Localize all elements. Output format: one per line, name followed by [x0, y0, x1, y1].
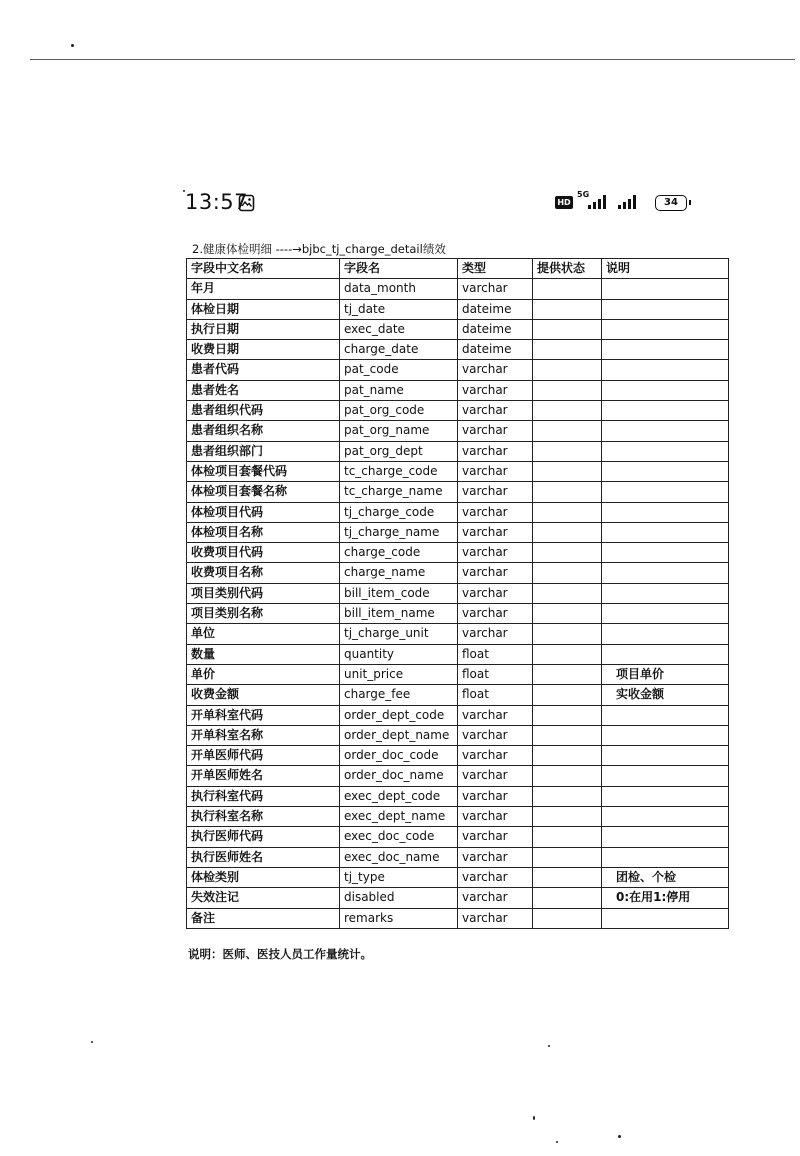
- cell-chinese-name: 患者姓名: [187, 380, 340, 400]
- cell-chinese-name: 体检日期: [187, 299, 340, 319]
- table-row: [187, 340, 729, 360]
- table-row: [187, 583, 729, 603]
- cell-chinese-name: 患者组织部门: [187, 441, 340, 461]
- cell-type: varchar: [458, 786, 533, 806]
- cell-type: varchar: [458, 502, 533, 522]
- cell-field-name: unit_price: [340, 664, 458, 684]
- table-row: [187, 401, 729, 421]
- cell-type: varchar: [458, 563, 533, 583]
- table-row: [187, 888, 729, 908]
- cell-note: 实收金额: [602, 685, 729, 705]
- cell-field-name: tc_charge_name: [340, 482, 458, 502]
- table-row: [187, 502, 729, 522]
- cell-status: [533, 705, 602, 725]
- table-row: [187, 807, 729, 827]
- cell-chinese-name: 单价: [187, 664, 340, 684]
- table-row: [187, 543, 729, 563]
- cell-note: [602, 827, 729, 847]
- table-row: [187, 685, 729, 705]
- cell-status: [533, 664, 602, 684]
- cell-type: varchar: [458, 725, 533, 745]
- cell-type: varchar: [458, 746, 533, 766]
- table-row: [187, 766, 729, 786]
- table-row: [187, 867, 729, 887]
- cell-status: [533, 604, 602, 624]
- signal-strength-icon: [587, 194, 615, 210]
- cell-status: [533, 340, 602, 360]
- cell-note: [602, 401, 729, 421]
- cell-type: varchar: [458, 847, 533, 867]
- cell-note: [602, 847, 729, 867]
- cell-type: varchar: [458, 461, 533, 481]
- table-row: [187, 705, 729, 725]
- cell-status: [533, 543, 602, 563]
- phone-status-bar: [185, 190, 700, 222]
- cell-type: varchar: [458, 421, 533, 441]
- cell-note: [602, 421, 729, 441]
- cell-note: [602, 522, 729, 542]
- table-row: [187, 604, 729, 624]
- table-row: [187, 380, 729, 400]
- cell-field-name: tj_type: [340, 867, 458, 887]
- cell-note: [602, 380, 729, 400]
- cell-status: [533, 847, 602, 867]
- cell-status: [533, 644, 602, 664]
- cell-chinese-name: 执行医师姓名: [187, 847, 340, 867]
- cell-chinese-name: 患者组织名称: [187, 421, 340, 441]
- cell-type: varchar: [458, 583, 533, 603]
- cell-type: varchar: [458, 867, 533, 887]
- cell-status: [533, 746, 602, 766]
- hd-voice-badge: HD: [555, 196, 573, 209]
- cell-chinese-name: 体检类别: [187, 867, 340, 887]
- cell-field-name: charge_name: [340, 563, 458, 583]
- cell-field-name: pat_org_name: [340, 421, 458, 441]
- cell-type: float: [458, 664, 533, 684]
- cell-field-name: tj_charge_code: [340, 502, 458, 522]
- cell-note: [602, 461, 729, 481]
- screenshot-notification-icon: [238, 194, 255, 212]
- cell-chinese-name: 开单科室代码: [187, 705, 340, 725]
- cell-note: [602, 766, 729, 786]
- table-row: [187, 908, 729, 928]
- cell-field-name: quantity: [340, 644, 458, 664]
- cell-field-name: pat_code: [340, 360, 458, 380]
- cell-status: [533, 299, 602, 319]
- cell-note: [602, 644, 729, 664]
- cell-chinese-name: 体检项目名称: [187, 522, 340, 542]
- cell-field-name: pat_org_code: [340, 401, 458, 421]
- cell-note: [602, 604, 729, 624]
- cell-field-name: tj_date: [340, 299, 458, 319]
- column-header: 类型: [458, 259, 533, 279]
- cell-status: [533, 725, 602, 745]
- cell-field-name: exec_dept_name: [340, 807, 458, 827]
- cell-status: [533, 685, 602, 705]
- cell-chinese-name: 收费项目名称: [187, 563, 340, 583]
- cell-note: [602, 725, 729, 745]
- cell-type: varchar: [458, 827, 533, 847]
- status-icons: [555, 192, 700, 214]
- cell-type: varchar: [458, 482, 533, 502]
- cell-chinese-name: 开单科室名称: [187, 725, 340, 745]
- cell-note: [602, 786, 729, 806]
- cell-field-name: tj_charge_name: [340, 522, 458, 542]
- table-row: [187, 421, 729, 441]
- cell-status: [533, 319, 602, 339]
- cell-field-name: charge_fee: [340, 685, 458, 705]
- cell-chinese-name: 患者组织代码: [187, 401, 340, 421]
- cell-type: varchar: [458, 604, 533, 624]
- cell-type: varchar: [458, 908, 533, 928]
- cell-status: [533, 908, 602, 928]
- cell-status: [533, 583, 602, 603]
- cell-field-name: charge_date: [340, 340, 458, 360]
- table-row: [187, 461, 729, 481]
- cell-type: varchar: [458, 807, 533, 827]
- cell-chinese-name: 收费项目代码: [187, 543, 340, 563]
- cell-field-name: disabled: [340, 888, 458, 908]
- cell-chinese-name: 体检项目套餐代码: [187, 461, 340, 481]
- battery-nub-icon: [689, 200, 691, 205]
- cell-status: [533, 441, 602, 461]
- cell-type: dateime: [458, 319, 533, 339]
- cell-field-name: exec_doc_name: [340, 847, 458, 867]
- cell-field-name: pat_name: [340, 380, 458, 400]
- field-table: [186, 258, 729, 929]
- cell-field-name: pat_org_dept: [340, 441, 458, 461]
- table-row: [187, 319, 729, 339]
- table-body: [187, 279, 729, 929]
- cell-note: 0:在用1:停用: [602, 888, 729, 908]
- cell-field-name: exec_doc_code: [340, 827, 458, 847]
- cell-note: [602, 563, 729, 583]
- cell-status: [533, 563, 602, 583]
- scan-speck: [91, 1041, 93, 1043]
- battery-icon: 34: [655, 195, 687, 211]
- column-header: 字段名: [340, 259, 458, 279]
- cell-status: [533, 380, 602, 400]
- cell-field-name: order_dept_name: [340, 725, 458, 745]
- cell-chinese-name: 年月: [187, 279, 340, 299]
- table-row: [187, 725, 729, 745]
- cell-field-name: exec_dept_code: [340, 786, 458, 806]
- cell-chinese-name: 项目类别代码: [187, 583, 340, 603]
- section-title: 2.健康体检明细 ----→bjbc_tj_charge_detail绩效: [192, 242, 446, 256]
- table-row: [187, 786, 729, 806]
- cell-field-name: order_dept_code: [340, 705, 458, 725]
- cell-field-name: order_doc_name: [340, 766, 458, 786]
- table-row: [187, 279, 729, 299]
- cell-type: varchar: [458, 766, 533, 786]
- cell-note: [602, 624, 729, 644]
- table-row: [187, 664, 729, 684]
- clock-time: 13:57: [185, 190, 249, 214]
- cell-status: [533, 786, 602, 806]
- table-row: [187, 827, 729, 847]
- cell-field-name: exec_date: [340, 319, 458, 339]
- cell-status: [533, 827, 602, 847]
- cell-field-name: tc_charge_code: [340, 461, 458, 481]
- cell-type: dateime: [458, 340, 533, 360]
- cell-field-name: order_doc_code: [340, 746, 458, 766]
- cell-chinese-name: 执行医师代码: [187, 827, 340, 847]
- scan-speck: [71, 44, 74, 47]
- cell-note: [602, 360, 729, 380]
- column-header: 字段中文名称: [187, 259, 340, 279]
- cell-chinese-name: 开单医师代码: [187, 746, 340, 766]
- cell-chinese-name: 项目类别名称: [187, 604, 340, 624]
- cell-note: [602, 583, 729, 603]
- cell-status: [533, 461, 602, 481]
- cell-status: [533, 888, 602, 908]
- cell-type: varchar: [458, 441, 533, 461]
- cell-status: [533, 482, 602, 502]
- cell-field-name: tj_charge_unit: [340, 624, 458, 644]
- table-row: [187, 299, 729, 319]
- cell-field-name: remarks: [340, 908, 458, 928]
- cell-type: varchar: [458, 360, 533, 380]
- cell-status: [533, 401, 602, 421]
- cell-chinese-name: 失效注记: [187, 888, 340, 908]
- footnote: 说明：医师、医技人员工作量统计。: [188, 947, 372, 961]
- cell-field-name: bill_item_name: [340, 604, 458, 624]
- cell-field-name: data_month: [340, 279, 458, 299]
- cell-type: float: [458, 685, 533, 705]
- cell-note: [602, 299, 729, 319]
- cell-status: [533, 360, 602, 380]
- cell-note: [602, 340, 729, 360]
- scan-border-line: [30, 59, 795, 60]
- table-row: [187, 847, 729, 867]
- cell-status: [533, 766, 602, 786]
- column-header: 提供状态: [533, 259, 602, 279]
- scan-speck: [548, 1045, 550, 1047]
- cell-type: varchar: [458, 888, 533, 908]
- scan-speck: [556, 1141, 558, 1143]
- cell-note: [602, 543, 729, 563]
- cell-chinese-name: 执行科室代码: [187, 786, 340, 806]
- signal-strength-icon-2: [617, 194, 645, 210]
- table-row: [187, 746, 729, 766]
- table-row: [187, 482, 729, 502]
- cell-chinese-name: 数量: [187, 644, 340, 664]
- cell-note: [602, 746, 729, 766]
- table-row: [187, 563, 729, 583]
- cell-note: [602, 482, 729, 502]
- table-row: [187, 441, 729, 461]
- cell-type: varchar: [458, 522, 533, 542]
- table-row: [187, 522, 729, 542]
- cell-chinese-name: 患者代码: [187, 360, 340, 380]
- cell-chinese-name: 体检项目套餐名称: [187, 482, 340, 502]
- cell-type: dateime: [458, 299, 533, 319]
- cell-type: varchar: [458, 543, 533, 563]
- cell-note: [602, 908, 729, 928]
- cell-chinese-name: 体检项目代码: [187, 502, 340, 522]
- cell-type: varchar: [458, 624, 533, 644]
- cell-note: [602, 705, 729, 725]
- cell-chinese-name: 执行日期: [187, 319, 340, 339]
- cell-chinese-name: 单位: [187, 624, 340, 644]
- scan-speck: [618, 1135, 621, 1138]
- scan-speck: [533, 1116, 535, 1120]
- table-row: [187, 624, 729, 644]
- cell-note: [602, 319, 729, 339]
- cell-chinese-name: 备注: [187, 908, 340, 928]
- cell-type: varchar: [458, 401, 533, 421]
- cell-status: [533, 502, 602, 522]
- cell-status: [533, 279, 602, 299]
- table-row: [187, 644, 729, 664]
- cell-note: [602, 279, 729, 299]
- cell-note: 项目单价: [602, 664, 729, 684]
- column-header: 说明: [602, 259, 729, 279]
- cell-field-name: charge_code: [340, 543, 458, 563]
- cell-type: varchar: [458, 380, 533, 400]
- cell-status: [533, 807, 602, 827]
- cell-status: [533, 624, 602, 644]
- cell-note: [602, 502, 729, 522]
- cell-status: [533, 421, 602, 441]
- cell-note: [602, 807, 729, 827]
- cell-type: float: [458, 644, 533, 664]
- cell-chinese-name: 开单医师姓名: [187, 766, 340, 786]
- cell-chinese-name: 收费金额: [187, 685, 340, 705]
- table-header-row: [187, 259, 729, 279]
- cell-chinese-name: 收费日期: [187, 340, 340, 360]
- cell-chinese-name: 执行科室名称: [187, 807, 340, 827]
- cell-status: [533, 867, 602, 887]
- table-row: [187, 360, 729, 380]
- cell-type: varchar: [458, 279, 533, 299]
- cell-note: [602, 441, 729, 461]
- cell-type: varchar: [458, 705, 533, 725]
- cell-note: 团检、个检: [602, 867, 729, 887]
- network-type-label: 5G: [577, 190, 590, 199]
- cell-field-name: bill_item_code: [340, 583, 458, 603]
- cell-status: [533, 522, 602, 542]
